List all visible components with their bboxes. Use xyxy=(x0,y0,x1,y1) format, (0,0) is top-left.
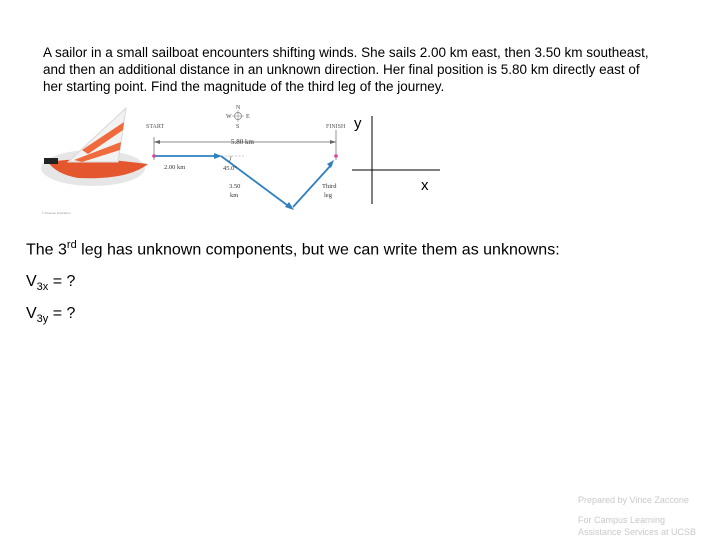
equation-v3y xyxy=(26,305,75,325)
eq1-sub: 3x xyxy=(36,281,49,294)
leg2-label-unit: km xyxy=(230,192,239,199)
problem-text xyxy=(43,44,693,95)
y-axis-label: y xyxy=(354,115,362,132)
statement-text xyxy=(26,239,560,259)
compass xyxy=(226,105,250,130)
sailboat-vector-figure xyxy=(38,104,360,220)
statement-pre: The 3 xyxy=(26,241,67,259)
leg3-label-2: leg xyxy=(324,192,332,199)
coordinate-axes xyxy=(352,112,442,212)
leg3-label-1: Third xyxy=(322,183,337,190)
footer-line-2: For Campus Learning xyxy=(578,515,666,525)
angle-label: 45.0° xyxy=(223,165,237,172)
problem-line-3: her starting point. Find the magnitude of the third leg of the journey. xyxy=(43,79,445,94)
angle-arc xyxy=(229,156,231,162)
finish-label: FINISH xyxy=(326,124,346,130)
statement-superscript: rd xyxy=(66,239,77,251)
eq1-v: V xyxy=(26,273,37,290)
footer-prepared-by: Prepared by Vince Zaccone xyxy=(578,495,689,505)
compass-w: W xyxy=(226,114,232,120)
compass-e: E xyxy=(246,114,250,120)
leg2-label-value: 3.50 xyxy=(229,183,241,190)
compass-s: S xyxy=(236,124,240,130)
equation-v3x xyxy=(26,273,75,293)
problem-line-2: and then an additional distance in an unknown direction. Her final position is 5.80 km directly east of xyxy=(43,62,640,77)
start-label: START xyxy=(146,124,165,130)
total-distance-label: 5.80 km xyxy=(231,138,254,146)
x-axis-label: x xyxy=(421,177,429,194)
boat-tiller xyxy=(44,158,58,164)
footer-line-3: Assistance Services at UCSB xyxy=(578,527,697,537)
eq2-v: V xyxy=(26,305,37,322)
eq1-rest: = ? xyxy=(48,273,76,290)
figure-credit: © Pearson Education xyxy=(42,211,71,215)
eq2-rest: = ? xyxy=(48,305,76,322)
statement-post: leg has unknown components, but we can write them as unknowns: xyxy=(76,241,560,259)
problem-line-1: A sailor in a small sailboat encounters shifting winds. She sails 2.00 km east, then 3.50 km southeast, xyxy=(43,45,649,60)
leg2-vector xyxy=(221,156,291,208)
leg1-label: 2.00 km xyxy=(164,164,186,171)
eq2-sub: 3y xyxy=(36,313,49,326)
compass-n: N xyxy=(236,105,241,111)
